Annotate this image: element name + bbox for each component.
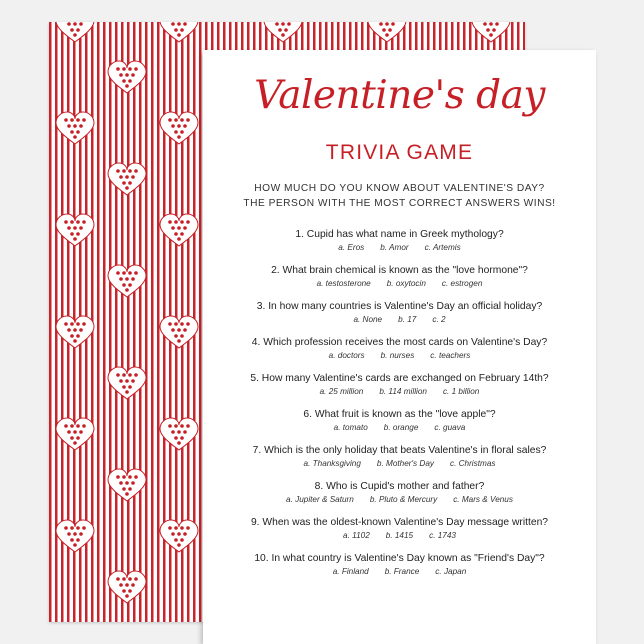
- answer-option: a. testosterone: [316, 279, 371, 288]
- answer-option: c. Artemis: [424, 243, 461, 252]
- answer-option: a. Finland: [332, 567, 369, 576]
- polka-dot-heart-icon: [56, 214, 94, 246]
- answer-options: [203, 422, 596, 433]
- question-item: [203, 336, 596, 361]
- answer-option: b. 17: [398, 315, 417, 324]
- polka-dot-heart-icon: [108, 163, 146, 195]
- question-item: [203, 228, 596, 253]
- question-text: 8. Who is Cupid's mother and father?: [314, 481, 485, 492]
- question-text: 2. What brain chemical is known as the "love hormone"?: [271, 265, 528, 276]
- answer-option: b. oxytocin: [386, 279, 426, 288]
- polka-dot-heart-icon: [160, 214, 198, 246]
- question-item: [203, 264, 596, 289]
- answer-options: [203, 458, 596, 469]
- question-item: [203, 480, 596, 505]
- answer-option: c. Mars & Venus: [453, 495, 513, 504]
- polka-dot-heart-icon: [160, 22, 198, 42]
- question-text: 1. Cupid has what name in Greek mythology?: [295, 229, 504, 240]
- polka-dot-heart-icon: [56, 22, 94, 42]
- answer-option: a. Jupiter & Saturn: [286, 495, 354, 504]
- question-item: [203, 372, 596, 397]
- answer-option: a. tomato: [333, 423, 368, 432]
- answer-option: c. Christmas: [449, 459, 496, 468]
- question-text: 6. What fruit is known as the "love apple"?: [303, 409, 496, 420]
- polka-dot-heart-icon: [160, 316, 198, 348]
- polka-dot-heart-icon: [368, 22, 406, 42]
- answer-option: a. Eros: [338, 243, 365, 252]
- answer-option: b. orange: [383, 423, 419, 432]
- answer-option: a. 1102: [343, 531, 370, 540]
- answer-options: [203, 314, 596, 325]
- answer-option: a. Thanksgiving: [303, 459, 361, 468]
- intro-line: HOW MUCH DO YOU KNOW ABOUT VALENTINE'S DAY?: [254, 183, 545, 194]
- answer-option: b. Amor: [380, 243, 409, 252]
- polka-dot-heart-icon: [108, 469, 146, 501]
- answer-option: b. nurses: [380, 351, 415, 360]
- answer-option: c. guava: [434, 423, 466, 432]
- answer-option: a. doctors: [328, 351, 365, 360]
- answer-options: [203, 530, 596, 541]
- polka-dot-heart-icon: [56, 112, 94, 144]
- polka-dot-heart-icon: [108, 265, 146, 297]
- answer-options: [203, 494, 596, 505]
- answer-options: [203, 350, 596, 361]
- answer-option: c. estrogen: [441, 279, 483, 288]
- question-item: [203, 444, 596, 469]
- answer-options: [203, 242, 596, 253]
- question-text: 10. In what country is Valentine's Day known as "Friend's Day"?: [254, 553, 545, 564]
- polka-dot-heart-icon: [264, 22, 302, 42]
- answer-option: c. Japan: [435, 567, 467, 576]
- trivia-card-front: [203, 50, 596, 644]
- answer-options: [203, 566, 596, 577]
- polka-dot-heart-icon: [472, 22, 510, 42]
- answer-option: c. teachers: [430, 351, 471, 360]
- question-text: 3. In how many countries is Valentine's Day an official holiday?: [256, 301, 543, 312]
- answer-options: [203, 278, 596, 289]
- polka-dot-heart-icon: [160, 418, 198, 450]
- answer-option: b. 114 million: [379, 387, 427, 396]
- question-item: [203, 300, 596, 325]
- polka-dot-heart-icon: [56, 316, 94, 348]
- question-text: 5. How many Valentine's cards are exchanged on February 14th?: [250, 373, 549, 384]
- polka-dot-heart-icon: [108, 61, 146, 93]
- answer-option: b. Mother's Day: [376, 459, 434, 468]
- question-text: 4. Which profession receives the most cards on Valentine's Day?: [251, 337, 548, 348]
- answer-option: c. 1 billion: [442, 387, 480, 396]
- question-item: [203, 552, 596, 577]
- answer-option: a. 25 million: [319, 387, 364, 396]
- card-title: Valentine's day: [254, 73, 545, 118]
- answer-options: [203, 386, 596, 397]
- question-item: [203, 516, 596, 541]
- polka-dot-heart-icon: [56, 520, 94, 552]
- intro-line: THE PERSON WITH THE MOST CORRECT ANSWERS WINS!: [243, 198, 556, 209]
- polka-dot-heart-icon: [108, 367, 146, 399]
- answer-option: c. 2: [432, 315, 446, 324]
- answer-option: a. None: [353, 315, 383, 324]
- question-text: 7. Which is the only holiday that beats Valentine's in floral sales?: [252, 445, 547, 456]
- card-subtitle: TRIVIA GAME: [325, 141, 474, 164]
- answer-option: b. France: [384, 567, 420, 576]
- polka-dot-heart-icon: [56, 418, 94, 450]
- question-text: 9. When was the oldest-known Valentine's Day message written?: [250, 517, 549, 528]
- polka-dot-heart-icon: [108, 571, 146, 603]
- polka-dot-heart-icon: [160, 112, 198, 144]
- question-item: [203, 408, 596, 433]
- card-intro: [203, 181, 596, 211]
- answer-option: b. Pluto & Mercury: [369, 495, 438, 504]
- polka-dot-heart-icon: [160, 520, 198, 552]
- answer-option: c. 1743: [429, 531, 456, 540]
- answer-option: b. 1415: [385, 531, 414, 540]
